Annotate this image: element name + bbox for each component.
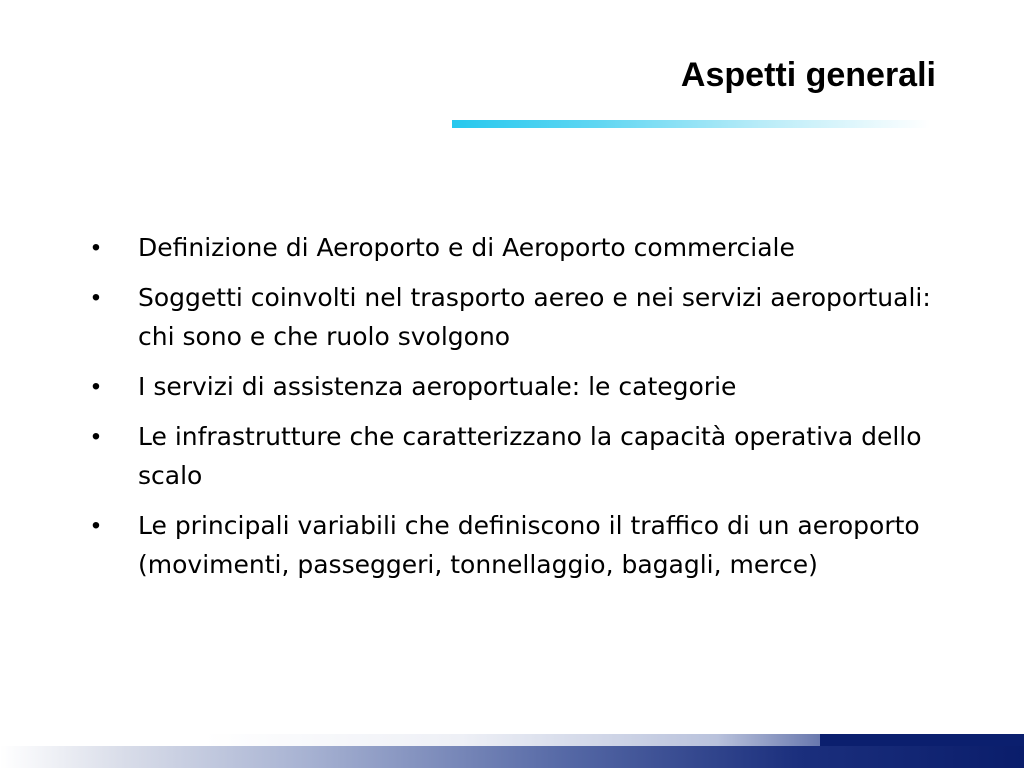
bullet-item [86, 506, 946, 584]
bullet-text: Definizione di Aeroporto e di Aeroporto commerciale [138, 233, 795, 262]
bullet-icon: • [91, 423, 101, 450]
bullet-text: I servizi di assistenza aeroportuale: le categorie [138, 372, 737, 401]
bullet-item [86, 417, 946, 495]
bullet-icon: • [91, 512, 101, 539]
footer-dark-block [820, 734, 1024, 746]
footer-lower-stripe [0, 746, 1024, 768]
bullet-list [86, 228, 946, 595]
slide-title: Aspetti generali [680, 56, 936, 94]
bullet-text: Le infrastrutture che caratterizzano la capacità operativa dello scalo [138, 422, 922, 490]
footer-decorative-band [0, 734, 1024, 768]
title-underline-bar [452, 120, 930, 128]
bullet-text: Soggetti coinvolti nel trasporto aereo e nei servizi aeroportuali: chi sono e che ruolo svolgono [138, 283, 931, 351]
bullet-icon: • [91, 284, 101, 311]
bullet-item [86, 278, 946, 356]
bullet-item [86, 228, 946, 267]
bullet-icon: • [91, 234, 101, 261]
bullet-item [86, 367, 946, 406]
bullet-text: Le principali variabili che definiscono il traffico di un aeroporto (movimenti, passeggeri, tonnellaggio, bagagli, merce) [138, 511, 920, 579]
bullet-icon: • [91, 373, 101, 400]
